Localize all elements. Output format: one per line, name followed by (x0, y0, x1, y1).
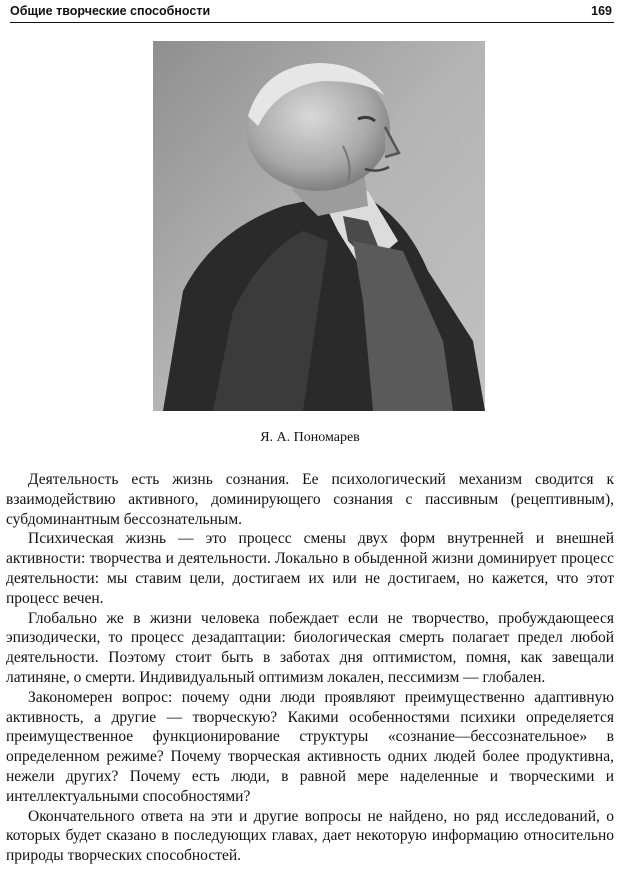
paragraph: Закономерен вопрос: почему одни люди проявляют преимущественно адаптивную активность, а другие — творческую? Какими особенностями психики определяется преимущественное функционирование структуры «сознание—бессознательное» в определенном режиме? Почему творческая активность одних людей более продуктивна, нежели других? Почему есть люди, в равной мере наделенные и творческими и интеллектуальными способностями? (6, 688, 614, 805)
portrait-photo (153, 41, 485, 411)
running-header (10, 4, 614, 23)
paragraph: Психическая жизнь — это процесс смены двух форм внутренней и внешней активности: творчества и деятельности. Локально в обыденной жизни доминирует процесс деятельности: мы ставим цели, достигаем их или не достигаем, но кажется, что этот процесс вечен. (6, 530, 614, 607)
body-text (6, 470, 614, 866)
page-number: 169 (591, 4, 612, 18)
portrait-illustration (153, 41, 485, 411)
photo-caption: Я. А. Пономарев (260, 430, 360, 445)
chapter-title: Общие творческие способности (10, 4, 211, 18)
paragraph: Окончательного ответа на эти и другие вопросы не найдено, но ряд исследований, о которых будет сказано в последующих главах, дает некоторую информацию относительно природы творческих способностей. (6, 807, 614, 865)
paragraph: Деятельность есть жизнь сознания. Ее психологический механизм сводится к взаимодействию активного, доминирующего сознания с пассивным (рецептивным), субдоминантным бессознательным. (6, 471, 614, 528)
paragraph: Глобально же в жизни человека побеждает если не творчество, пробуждающееся эпизодически, то процесс дезадаптации: биологическая смерть полагает предел любой деятельности. Поэтому стоит быть в заботах дня оптимистом, помня, как завещали латиняне, о смерти. Индивидуальный оптимизм локален, пессимизм — глобален. (6, 609, 614, 686)
